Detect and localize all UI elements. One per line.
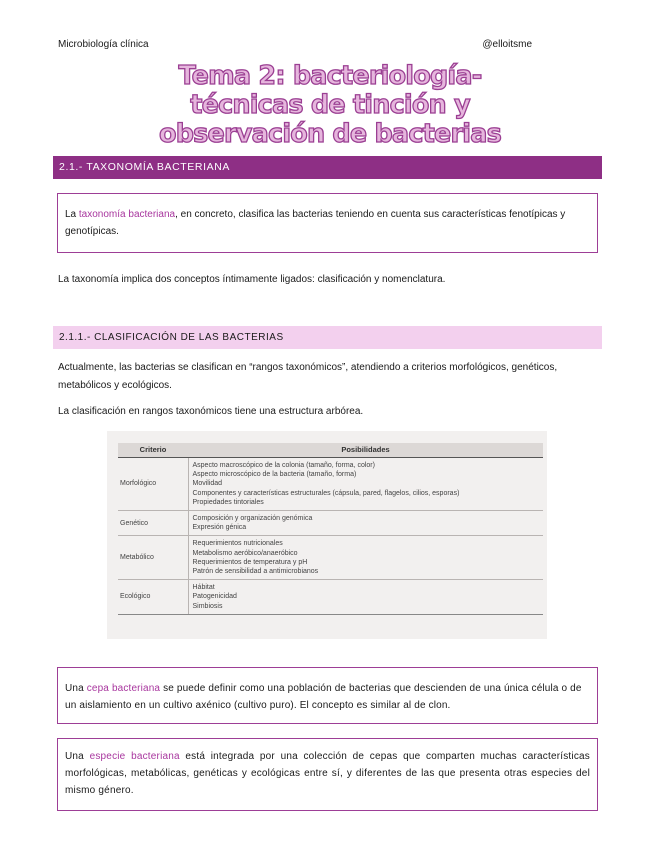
definition-box-especie	[57, 738, 598, 811]
table-header-posibilidades: Posibilidades	[188, 443, 543, 458]
title-line-2: técnicas de tinción y	[190, 90, 470, 120]
classification-table-figure	[107, 431, 547, 639]
box-text: La	[65, 209, 79, 220]
table-cell-item: Aspecto macroscópico de la colonia (tamaño, forma, color)	[192, 462, 375, 469]
table-row	[118, 458, 543, 511]
paragraph-estructura: La clasificación en rangos taxonómicos tiene una estructura arbórea.	[58, 406, 364, 417]
definition-box-taxonomia	[57, 193, 598, 253]
highlighted-term: cepa bacteriana	[86, 683, 161, 694]
table-cell-posibilidades	[188, 458, 543, 511]
table-cell-criterio: Morfológico	[118, 458, 188, 511]
table-row	[118, 536, 543, 580]
table-cell-item: Propiedades tintoriales	[192, 498, 264, 506]
box-text: Una	[65, 683, 87, 694]
table-cell-item: Requerimientos de temperatura y pH	[192, 558, 308, 566]
table-row	[118, 511, 543, 536]
box-text: se puede definir como una población de bacterias que descienden de una única célula o de un aislamiento en un cultivo axénico (cultivo puro). El concepto es similar al de clon.	[65, 683, 582, 711]
box-text: , en concreto, clasifica las bacterias teniendo en cuenta sus características fenotípicas y genotípicas.	[65, 209, 566, 237]
page-title	[100, 62, 560, 149]
table-cell-posibilidades	[188, 536, 543, 580]
table-cell-item: Expresión génica	[192, 524, 247, 532]
header-author: @elloitsme	[482, 39, 532, 50]
table-cell-posibilidades	[188, 511, 543, 536]
box-text: está integrada por una colección de cepas que comparten muchas características morfológicas, metabólicas, genéticas y ecológicas entre sí, y diferentes de las que presenta otras especies del mismo género.	[65, 751, 590, 796]
table-cell-item: Simbiosis	[192, 602, 223, 610]
box-text: Una	[65, 751, 90, 762]
table-cell-item: Patrón de sensibilidad a antimicrobianos	[192, 568, 319, 576]
table-cell-item: Componentes y características estructurales (cápsula, pared, flagelos, cilios, esporas)	[192, 489, 460, 497]
highlighted-term: especie bacteriana	[89, 751, 180, 762]
highlighted-term: taxonomía bacteriana	[78, 209, 176, 220]
table-row	[118, 580, 543, 615]
table-cell-item: Patogenicidad	[192, 593, 237, 601]
classification-table	[118, 443, 543, 615]
table-cell-criterio: Genético	[118, 511, 188, 536]
table-cell-item: Movilidad	[192, 480, 223, 488]
table-cell-item: Metabolismo aeróbico/anaeróbico	[192, 549, 298, 557]
table-cell-criterio: Ecológico	[118, 580, 188, 615]
table-cell-posibilidades	[188, 580, 543, 615]
title-line-1: Tema 2: bacteriología-	[178, 61, 482, 91]
section-heading: 2.1.- TAXONOMÍA BACTERIANA	[53, 156, 602, 179]
definition-box-cepa	[57, 667, 598, 724]
subsection-heading: 2.1.1.- CLASIFICACIÓN DE LAS BACTERIAS	[53, 326, 602, 349]
header-subject: Microbiología clínica	[58, 39, 149, 50]
table-cell-item: Composición y organización genómica	[192, 515, 313, 523]
table-cell-criterio: Metabólico	[118, 536, 188, 580]
table-cell-item: Aspecto microscópico de la bacteria (tamaño, forma)	[192, 471, 357, 479]
table-header-criterio: Criterio	[118, 443, 188, 458]
table-cell-item: Requerimientos nutricionales	[192, 540, 283, 548]
table-cell-item: Hábitat	[192, 584, 215, 592]
paragraph-clasificacion: Actualmente, las bacterias se clasifican en “rangos taxonómicos”, atendiendo a criterios morfológicos, genéticos, metabólicos y ecológicos.	[58, 362, 558, 391]
paragraph-taxonomia: La taxonomía implica dos conceptos íntimamente ligados: clasificación y nomenclatura.	[58, 274, 446, 285]
title-line-3: observación de bacterias	[158, 119, 502, 149]
